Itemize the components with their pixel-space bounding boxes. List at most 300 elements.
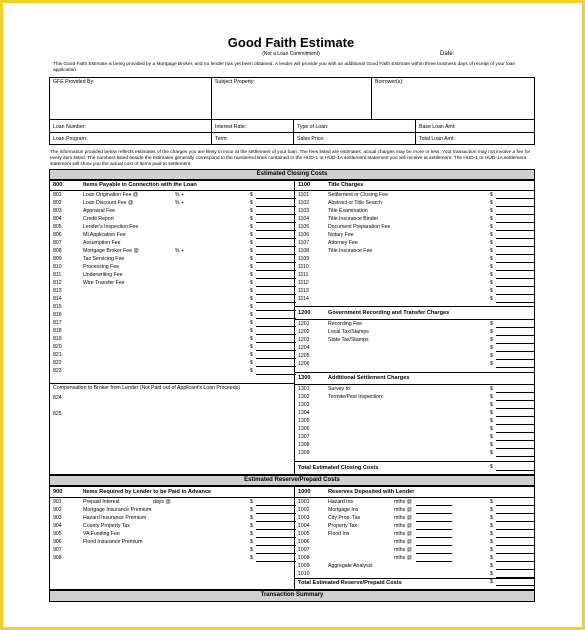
base-loan-amt-field[interactable]: Base Loan Amt: (419, 124, 456, 130)
line-item-label: Notary Fee (328, 232, 354, 238)
line-item-rate: % + (175, 200, 185, 206)
line-item-label: Settlement or Closing Fee (328, 192, 388, 198)
dollar-sign: $ (490, 515, 493, 521)
amount-input[interactable] (256, 555, 296, 562)
dollar-sign: $ (490, 563, 493, 569)
dollar-sign: $ (250, 515, 253, 521)
form-subtitle: (Not a Loan Commitment) (262, 51, 320, 57)
dollar-sign: $ (490, 345, 493, 351)
amount-input[interactable] (496, 402, 534, 409)
line-number: 806 (53, 232, 62, 238)
line-number: 816 (53, 312, 62, 318)
amount-input[interactable] (496, 426, 534, 433)
dollar-sign: $ (490, 394, 493, 400)
amount-input[interactable] (496, 216, 534, 223)
info-box (49, 77, 535, 145)
line-number: 904 (53, 523, 62, 529)
dollar-sign: $ (490, 547, 493, 553)
line-number: 819 (53, 336, 62, 342)
dollar-sign: $ (250, 539, 253, 545)
line-number: 1010 (298, 571, 310, 577)
section-title: Items Payable in Connection with the Loan (83, 182, 197, 188)
dollar-sign: $ (490, 418, 493, 424)
transaction-summary-bar: Transaction Summary (49, 590, 535, 602)
info-divider (371, 77, 372, 119)
amount-input[interactable] (256, 531, 296, 538)
amount-input[interactable] (496, 450, 534, 457)
line-number: 822 (53, 360, 62, 366)
line-item-label: Property Tax (328, 523, 358, 529)
line-item-label: Title Insurance Binder (328, 216, 379, 222)
line-item-rate: % + (175, 248, 185, 254)
section-title: Reserves Deposited with Lender (328, 489, 415, 495)
line-number: 1205 (298, 353, 310, 359)
amount-input[interactable] (256, 208, 296, 215)
dollar-sign: $ (250, 264, 253, 270)
line-number: 902 (53, 507, 62, 513)
line-number: 807 (53, 240, 62, 246)
amount-input[interactable] (496, 321, 534, 328)
line-number: 814 (53, 296, 62, 302)
dollar-sign: $ (490, 442, 493, 448)
amount-input[interactable] (496, 555, 534, 562)
line-number: 1102 (298, 200, 310, 206)
amount-input[interactable] (496, 386, 534, 393)
amount-input[interactable] (496, 337, 534, 344)
line-number: 906 (53, 539, 62, 545)
amount-input[interactable] (256, 288, 296, 295)
line-number: 812 (53, 280, 62, 286)
dollar-sign: $ (250, 200, 253, 206)
section-divider (294, 461, 535, 462)
intro-text: This Good Faith Estimate is being provided by a Mortgage Broker, and no lender has yet been obtained. A lender will provide you with an additional Good Faith Estimate within three business days of receipt of your loan application. (53, 62, 516, 73)
line-item-rate: mths @ (394, 539, 412, 545)
amount-input[interactable] (496, 410, 534, 417)
line-number: 1202 (298, 329, 310, 335)
line-number: 1003 (298, 515, 310, 521)
compensation-label: Compensation to Broker from Lender (Not Paid out of Applicant's Loan Proceeds) (53, 385, 240, 391)
line-item-label: MI Application Fee (83, 232, 126, 238)
months-input[interactable] (416, 515, 452, 522)
amount-input[interactable] (256, 200, 296, 207)
loan-number-field[interactable]: Loan Number: (53, 124, 86, 130)
dollar-sign: $ (250, 288, 253, 294)
amount-input[interactable] (256, 499, 296, 506)
line-number: 908 (53, 555, 62, 561)
dollar-sign: $ (250, 507, 253, 513)
line-item-label: Loan Discount Fee @ (83, 200, 134, 206)
line-item-label: Loan Origination Fee @ (83, 192, 139, 198)
dollar-sign: $ (490, 337, 493, 343)
total-closing-costs-label: Total Estimated Closing Costs (298, 465, 379, 471)
line-number: 901 (53, 499, 62, 505)
line-number: 802 (53, 200, 62, 206)
date-label: Date: (440, 51, 455, 57)
info-divider (49, 132, 535, 133)
line-number: 1009 (298, 563, 310, 569)
dollar-sign: $ (250, 336, 253, 342)
months-input[interactable] (416, 507, 452, 514)
line-item-label: Abstract or Title Search (328, 200, 382, 206)
dollar-sign: $ (490, 361, 493, 367)
dollar-sign: $ (490, 256, 493, 262)
dollar-sign: $ (490, 272, 493, 278)
info-divider (49, 119, 535, 120)
line-item-label: Mortgage Broker Fee @ (83, 248, 139, 254)
line-number: 1008 (298, 555, 310, 561)
line-item-rate: mths @ (394, 531, 412, 537)
dollar-sign: $ (490, 523, 493, 529)
line-number: 1301 (298, 386, 310, 392)
amount-input[interactable] (256, 523, 296, 530)
line-item-rate: mths @ (394, 523, 412, 529)
line-item-label: Credit Report (83, 216, 114, 222)
line-number: 820 (53, 344, 62, 350)
amount-input[interactable] (256, 352, 296, 359)
line-item-rate: mths @ (394, 515, 412, 521)
dollar-sign: $ (250, 320, 253, 326)
amount-input[interactable] (256, 232, 296, 239)
dollar-sign: $ (250, 192, 253, 198)
section-number: 800 (53, 182, 63, 188)
amount-input[interactable] (256, 539, 296, 546)
amount-input[interactable] (256, 240, 296, 247)
months-input[interactable] (416, 523, 452, 530)
section-number: 1000 (298, 489, 311, 495)
dollar-sign: $ (490, 192, 493, 198)
amount-input[interactable] (496, 240, 534, 247)
amount-input[interactable] (496, 434, 534, 441)
line-item-label: Local Tax/Stamps (328, 329, 369, 335)
dollar-sign: $ (490, 208, 493, 214)
section-divider (49, 190, 294, 191)
line-number: 813 (53, 288, 62, 294)
amount-input[interactable] (256, 312, 296, 319)
amount-input[interactable] (496, 256, 534, 263)
dollar-sign: $ (250, 248, 253, 254)
amount-input[interactable] (496, 507, 534, 514)
line-number: 805 (53, 224, 62, 230)
line-number: 1005 (298, 531, 310, 537)
line-item-label: VA Funding Fee (83, 531, 120, 537)
line-number: 903 (53, 515, 62, 521)
line-item-label: Lender's Inspection Fee (83, 224, 139, 230)
line-item-label: Wire Transfer Fee (83, 280, 125, 286)
amount-input[interactable] (256, 296, 296, 303)
borrowers-field[interactable]: Borrower(s): (375, 79, 404, 85)
amount-input[interactable] (256, 264, 296, 271)
dollar-sign: $ (250, 216, 253, 222)
dollar-sign: $ (250, 360, 253, 366)
dollar-sign: $ (250, 304, 253, 310)
dollar-sign: $ (490, 579, 493, 585)
amount-input[interactable] (256, 224, 296, 231)
line-item-label: Title Examination (328, 208, 368, 214)
dollar-sign: $ (490, 531, 493, 537)
amount-input[interactable] (496, 208, 534, 215)
amount-input[interactable] (496, 442, 534, 449)
dollar-sign: $ (490, 555, 493, 561)
dollar-sign: $ (250, 272, 253, 278)
line-item-label: City Prop. Tax (328, 515, 361, 521)
interest-rate-field[interactable]: Interest Rate: (215, 124, 247, 130)
line-item-label: Hazard Ins (328, 499, 354, 505)
amount-input[interactable] (496, 345, 534, 352)
line-number: 1104 (298, 216, 310, 222)
line-number: 1107 (298, 240, 310, 246)
term-field[interactable]: Term: (215, 136, 228, 142)
amount-input[interactable] (256, 336, 296, 343)
line-number: 810 (53, 264, 62, 270)
line-number: 1106 (298, 232, 310, 238)
section-number: 1300 (298, 375, 311, 381)
dollar-sign: $ (490, 571, 493, 577)
amount-input[interactable] (496, 571, 534, 578)
line-number: 1305 (298, 418, 310, 424)
amount-input[interactable] (496, 224, 534, 231)
amount-input[interactable] (256, 192, 296, 199)
line-number: 825 (53, 411, 62, 417)
amount-input[interactable] (256, 248, 296, 255)
line-item-label: Aggregate Analysis (328, 563, 373, 569)
dollar-sign: $ (250, 208, 253, 214)
dollar-sign: $ (490, 410, 493, 416)
line-number: 1001 (298, 499, 310, 505)
closing-costs-bar: Estimated Closing Costs (49, 169, 535, 180)
section-divider (49, 497, 294, 498)
dollar-sign: $ (490, 353, 493, 359)
section-divider (294, 190, 535, 191)
amount-input[interactable] (256, 256, 296, 263)
dollar-sign: $ (490, 264, 493, 270)
section-number: 1200 (298, 310, 311, 316)
gfe-form (47, 33, 535, 603)
dollar-sign: $ (490, 240, 493, 246)
line-item-rate: mths @ (394, 499, 412, 505)
amount-input[interactable] (256, 547, 296, 554)
line-item-rate: mths @ (394, 507, 412, 513)
line-number: 1204 (298, 345, 310, 351)
amount-input[interactable] (496, 418, 534, 425)
amount-input[interactable] (496, 296, 534, 303)
line-number: 1303 (298, 402, 310, 408)
line-number: 1006 (298, 539, 310, 545)
dollar-sign: $ (250, 352, 253, 358)
line-item-label: Termite/Pest Inspection: (328, 394, 384, 400)
dollar-sign: $ (250, 523, 253, 529)
dollar-sign: $ (490, 248, 493, 254)
dollar-sign: $ (490, 386, 493, 392)
reserve-bar: Estimated Reserve/Prepaid Costs (49, 475, 535, 486)
amount-input[interactable] (496, 192, 534, 199)
line-item-label: Hazard Insurance Premium (83, 515, 147, 521)
dollar-sign: $ (490, 402, 493, 408)
amount-input[interactable] (256, 360, 296, 367)
section-number: 900 (53, 489, 63, 495)
amount-input[interactable] (496, 563, 534, 570)
amount-input[interactable] (496, 288, 534, 295)
estimate-note: The information provided below reflects estimates of the charges you are likely to incur at the settlement of your loan. The fees listed are estimates; actual charges may be more or less. Your transaction may not involve a fee for every item listed. The numbers listed beside the estimates generally correspond to the numbered lines contained in the HUD-1 or HUD-1A settlement statement you will receive at settlement. The HUD-1 or HUD-1A settlement statement will show you the actual cost of items paid at settlement. (50, 150, 531, 167)
dollar-sign: $ (250, 296, 253, 302)
section-divider (294, 497, 535, 498)
section-title: Government Recording and Transfer Charges (328, 310, 450, 316)
info-divider (293, 119, 294, 145)
line-item-label: State Tax/Stamps (328, 337, 369, 343)
dollar-sign: $ (490, 232, 493, 238)
dollar-sign: $ (250, 280, 253, 286)
dollar-sign: $ (490, 321, 493, 327)
form-title: Good Faith Estimate (227, 35, 355, 50)
amount-input[interactable] (496, 539, 534, 546)
total-closing-costs-input[interactable] (496, 464, 534, 471)
amount-input[interactable] (496, 272, 534, 279)
dollar-sign: $ (490, 288, 493, 294)
amount-input[interactable] (496, 280, 534, 287)
amount-input[interactable] (496, 248, 534, 255)
dollar-sign: $ (250, 312, 253, 318)
gfe-provided-by-field[interactable]: GFE Provided By: (53, 79, 95, 85)
amount-input[interactable] (496, 232, 534, 239)
amount-input[interactable] (256, 304, 296, 311)
line-number: 823 (53, 368, 62, 374)
line-item-label: Mortgage Ins (328, 507, 359, 513)
dollar-sign: $ (490, 224, 493, 230)
line-number: 801 (53, 192, 62, 198)
section-number: 1100 (298, 182, 311, 188)
amount-input[interactable] (256, 344, 296, 351)
line-number: 1004 (298, 523, 310, 529)
dollar-sign: $ (250, 344, 253, 350)
dollar-sign: $ (490, 296, 493, 302)
amount-input[interactable] (496, 523, 534, 530)
line-item-label: Attorney Fee (328, 240, 358, 246)
line-number: 1203 (298, 337, 310, 343)
amount-input[interactable] (256, 515, 296, 522)
subject-property-field[interactable]: Subject Property: (215, 79, 255, 85)
section-divider (294, 372, 535, 373)
line-number: 1103 (298, 208, 310, 214)
amount-input[interactable] (496, 200, 534, 207)
line-number: 1109 (298, 256, 310, 262)
dollar-sign: $ (490, 434, 493, 440)
line-number: 1108 (298, 248, 310, 254)
line-number: 809 (53, 256, 62, 262)
line-number: 815 (53, 304, 62, 310)
total-reserve-input[interactable] (496, 579, 534, 586)
line-item-label: County Property Tax (83, 523, 130, 529)
amount-input[interactable] (496, 499, 534, 506)
months-input[interactable] (416, 555, 452, 562)
dollar-sign: $ (490, 216, 493, 222)
amount-input[interactable] (496, 515, 534, 522)
months-input[interactable] (416, 499, 452, 506)
line-item-rate: % + (175, 192, 185, 198)
line-number: 1201 (298, 321, 310, 327)
line-number: 1111 (298, 272, 309, 278)
info-divider (211, 77, 212, 119)
dollar-sign: $ (250, 224, 253, 230)
section-divider (294, 384, 535, 385)
amount-input[interactable] (496, 361, 534, 368)
dollar-sign: $ (490, 450, 493, 456)
amount-input[interactable] (496, 547, 534, 554)
line-item-label: Processing Fee (83, 264, 120, 270)
dollar-sign: $ (250, 499, 253, 505)
line-number: 818 (53, 328, 62, 334)
line-number: 1302 (298, 394, 310, 400)
line-number: 1307 (298, 434, 310, 440)
amount-input[interactable] (496, 264, 534, 271)
line-item-rate: days @ (153, 499, 171, 505)
line-item-label: Prepaid Interest (83, 499, 120, 505)
months-input[interactable] (416, 539, 452, 546)
total-loan-amt-field[interactable]: Total Loan Amt: (419, 136, 455, 142)
amount-input[interactable] (496, 394, 534, 401)
line-item-label: Underwriting Fee (83, 272, 123, 278)
line-item-label: Tax Servicing Fee (83, 256, 125, 262)
months-input[interactable] (416, 531, 452, 538)
line-number: 1206 (298, 361, 310, 367)
line-item-label: Assumption Fee (83, 240, 121, 246)
info-divider (415, 119, 416, 145)
total-reserve-label: Total Estimated Reserve/Prepaid Costs (298, 580, 402, 586)
dollar-sign: $ (250, 555, 253, 561)
amount-input[interactable] (496, 531, 534, 538)
amount-input[interactable] (256, 216, 296, 223)
info-divider (211, 119, 212, 145)
amount-input[interactable] (256, 272, 296, 279)
line-item-label: Flood Insurance Premium (83, 539, 143, 545)
line-number: 817 (53, 320, 62, 326)
line-item-label: Recording Fee (328, 321, 363, 327)
line-number: 808 (53, 248, 62, 254)
section-divider (294, 306, 535, 307)
line-item-label: Title Insurance Fee (328, 248, 373, 254)
line-number: 1308 (298, 442, 310, 448)
dollar-sign: $ (490, 426, 493, 432)
months-input[interactable] (416, 547, 452, 554)
type-of-loan-field[interactable]: Type of Loan: (297, 124, 329, 130)
dollar-sign: $ (490, 280, 493, 286)
line-item-label: Survey to: (328, 386, 352, 392)
loan-program-field[interactable]: Loan Program: (53, 136, 88, 142)
amount-input[interactable] (256, 320, 296, 327)
line-number: 1114 (298, 296, 309, 302)
dollar-sign: $ (490, 539, 493, 545)
line-number: 1309 (298, 450, 310, 456)
dollar-sign: $ (490, 200, 493, 206)
amount-input[interactable] (496, 353, 534, 360)
amount-input[interactable] (496, 329, 534, 336)
dollar-sign: $ (250, 232, 253, 238)
line-number: 1101 (298, 192, 310, 198)
amount-input[interactable] (256, 368, 296, 375)
line-item-rate: mths @ (394, 547, 412, 553)
section-divider (49, 383, 294, 384)
line-number: 905 (53, 531, 62, 537)
amount-input[interactable] (256, 328, 296, 335)
amount-input[interactable] (256, 507, 296, 514)
section-divider (294, 319, 535, 320)
sales-price-field[interactable]: Sales Price: (297, 136, 325, 142)
line-number: 907 (53, 547, 62, 553)
amount-input[interactable] (256, 280, 296, 287)
dollar-sign: $ (250, 256, 253, 262)
dollar-sign: $ (250, 531, 253, 537)
line-number: 811 (53, 272, 62, 278)
dollar-sign: $ (250, 368, 253, 374)
section-title: Title Charges (328, 182, 364, 188)
